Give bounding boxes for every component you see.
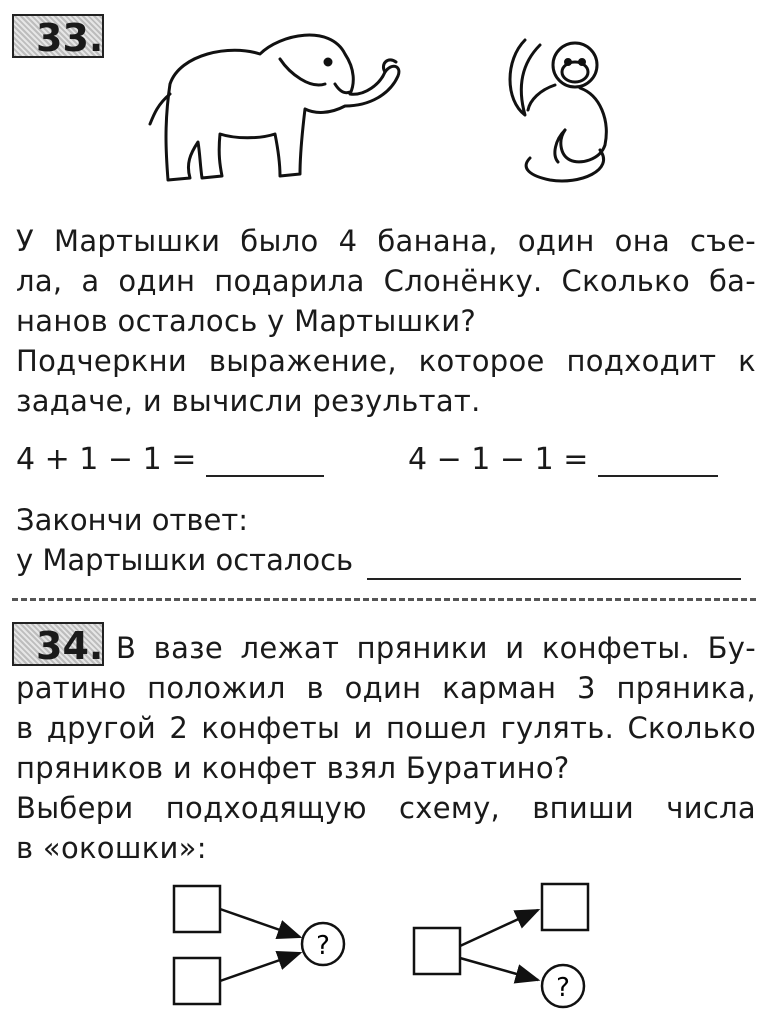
scheme-1-arrow-top <box>220 909 300 937</box>
task-34-line: в другой 2 конфеты и пошел гулять. Сколько <box>16 711 756 745</box>
task-33-line: нанов осталось у Мартышки? <box>16 304 477 338</box>
task-34-line: ратино положил в один карман 3 пряника, <box>16 671 756 705</box>
task-33-line: задаче, и вычисли результат. <box>16 384 481 418</box>
scheme-1-arrow-bottom <box>220 953 300 981</box>
task-34-line: в «окошки»: <box>16 831 207 865</box>
expression-2-answer-blank[interactable] <box>598 447 718 477</box>
scheme-2-arrow-bottom <box>460 958 538 980</box>
expression-1-text: 4 + 1 − 1 = <box>16 442 197 477</box>
scheme-2-output-box[interactable] <box>542 884 588 930</box>
answer-prompt: Закончи ответ: <box>16 503 249 537</box>
expression-1-answer-blank[interactable] <box>206 447 324 477</box>
scheme-1-input-box-top[interactable] <box>174 886 220 932</box>
scheme-2-input-box[interactable] <box>414 928 460 974</box>
task-33-text <box>16 221 756 421</box>
task-34-text <box>16 668 756 868</box>
scheme-2-one-into-two[interactable] <box>410 880 600 1010</box>
section-divider <box>12 598 756 601</box>
task-34-line: Выбери подходящую схему, впиши числа <box>16 791 756 825</box>
answer-blank[interactable] <box>367 550 741 580</box>
task-33-line: У Мартышки было 4 банана, один она съе- <box>16 224 756 258</box>
expression-2-text: 4 − 1 − 1 = <box>408 442 589 477</box>
scheme-2-arrow-top <box>460 910 538 946</box>
scheme-2-question-mark: ? <box>556 973 570 1003</box>
monkey-with-banana-icon <box>500 30 630 190</box>
task-34-number-badge: 34. <box>12 622 104 666</box>
scheme-1-input-box-bottom[interactable] <box>174 958 220 1004</box>
task-33-line: ла, а один подарила Слонёнку. Сколько ба- <box>16 264 756 298</box>
answer-row <box>16 540 741 580</box>
task-34-line: пряников и конфет взял Буратино? <box>16 751 570 785</box>
expression-option-2[interactable] <box>408 442 718 477</box>
task-34-line: В вазе лежат пряники и конфеты. Бу- <box>116 631 756 665</box>
scheme-1-two-into-one[interactable] <box>170 882 350 1008</box>
expression-option-1[interactable] <box>16 442 324 477</box>
task-34-first-line <box>116 628 756 668</box>
elephant-icon <box>140 14 410 190</box>
scheme-1-question-mark: ? <box>316 931 330 961</box>
task-33-line: Подчеркни выражение, которое подходит к <box>16 344 756 378</box>
answer-start-text: у Мартышки осталось <box>16 543 354 577</box>
task-33-number-badge: 33. <box>12 14 104 58</box>
